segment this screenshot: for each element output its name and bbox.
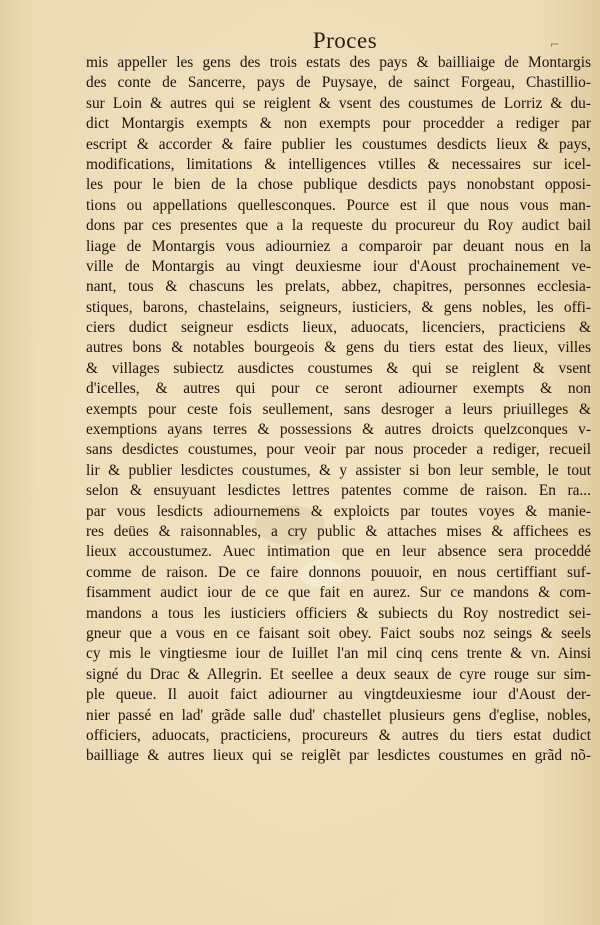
text-line: sur Loin & autres qui se reiglent & vsent des coustumes de Lorriz & du- <box>86 94 591 112</box>
text-line: lir & publier lesdictes coustumes, & y assister si bon leur semble, le tout <box>86 461 591 479</box>
text-line: exempts pour ceste fois seullement, sans desroger a leurs priuilleges & <box>86 400 591 418</box>
text-line: ciers dudict seigneur esdicts lieux, aduocats, licenciers, practiciens & <box>86 319 591 337</box>
text-line: signé du Drac & Allegrin. Et seellee a deux seaux de cyre rouge sur sim- <box>86 665 591 683</box>
text-line: sans desdictes coustumes, pour veoir par nous proceder a rediger, recueil <box>86 441 591 459</box>
text-line: dons par ces presentes que a la requeste du procureur du Roy audict bail <box>86 217 591 235</box>
text-line: tions ou appellations quellesconques. Pource est il que nous vous man- <box>86 196 591 214</box>
text-line: ple queue. Il auoit faict adiourner au vingtdeuxiesme iour d'Aoust der- <box>86 686 591 704</box>
text-line: stiques, barons, chastelains, seigneurs, iusticiers, & gens nobles, les offi- <box>86 298 591 316</box>
text-line: gneur que a vous en ce faisant soit obey. Faict soubs noz seings & seels <box>86 624 591 642</box>
text-line: cy mis le vingtiesme iour de Iuillet l'an mil cinq cens trente & vn. Ainsi <box>86 645 591 663</box>
text-line: officiers, aduocats, practiciens, procureurs & autres du tiers estat dudict <box>86 726 591 744</box>
body-text <box>86 53 591 767</box>
text-line: comme de raison. De ce faire donnons pouuoir, en nous certiffiant suf- <box>86 563 591 581</box>
page-header <box>0 28 600 54</box>
text-line: des conte de Sancerre, pays de Puysaye, de sainct Forgeau, Chastillio- <box>86 74 591 92</box>
text-line: exemptions ayans terres & possessions & autres droicts quelzconques v- <box>86 421 591 439</box>
margin-mark: ⌐ <box>550 38 560 51</box>
text-line: fisamment audict iour de ce que fait en aurez. Sur ce mandons & com- <box>86 584 591 602</box>
text-line: selon & ensuyuant lesdictes lettres patentes comme de raison. En ra... <box>86 482 591 500</box>
text-line: mis appeller les gens des trois estats des pays & bailliaige de Montargis <box>86 54 591 71</box>
text-line: dict Montargis exempts & non exempts pour procedder a rediger par <box>86 115 591 133</box>
text-line: lieux accoustumez. Auec intimation que en leur absence sera proceddé <box>86 543 591 561</box>
text-line: autres bons & notables bourgeois & gens du tiers estat des lieux, villes <box>86 339 591 357</box>
text-line: liage de Montargis vous adiourniez a comparoir par deuant nous en la <box>86 237 591 255</box>
text-line: par vous lesdicts adiournemens & exploicts par toutes voyes & manie- <box>86 502 591 520</box>
text-line: mandons a tous les iusticiers officiers & subiects du Roy nostredict sei- <box>86 604 591 622</box>
text-line: & villages subiectz ausdictes coustumes & qui se reiglent & vsent <box>86 359 591 377</box>
text-line: les pour le bien de la chose publique desdicts pays nonobstant opposi- <box>86 176 591 194</box>
text-line: nant, tous & chascuns les prelats, abbez, chapitres, personnes ecclesia- <box>86 278 591 296</box>
text-line: bailliage & autres lieux qui se reiglẽt par lesdictes coustumes en grãd nõ- <box>86 747 591 765</box>
text-line: d'icelles, & autres qui pour ce seront adiourner exempts & non <box>86 380 591 398</box>
text-line: escript & accorder & faire publier les coustumes desdicts lieux & pays, <box>86 135 591 153</box>
text-line: res deües & raisonnables, a cry public & attaches mises & affichees es <box>86 522 591 540</box>
text-line: ville de Montargis au vingt deuxiesme iour d'Aoust prochainement ve- <box>86 257 591 275</box>
running-head: Proces <box>312 28 378 53</box>
text-line: nier passé en lad' grãde salle dud' chastellet plusieurs gens d'eglise, nobles, <box>86 706 591 724</box>
text-line: modifications, limitations & intelligences vtilles & necessaires sur icel- <box>86 155 591 173</box>
